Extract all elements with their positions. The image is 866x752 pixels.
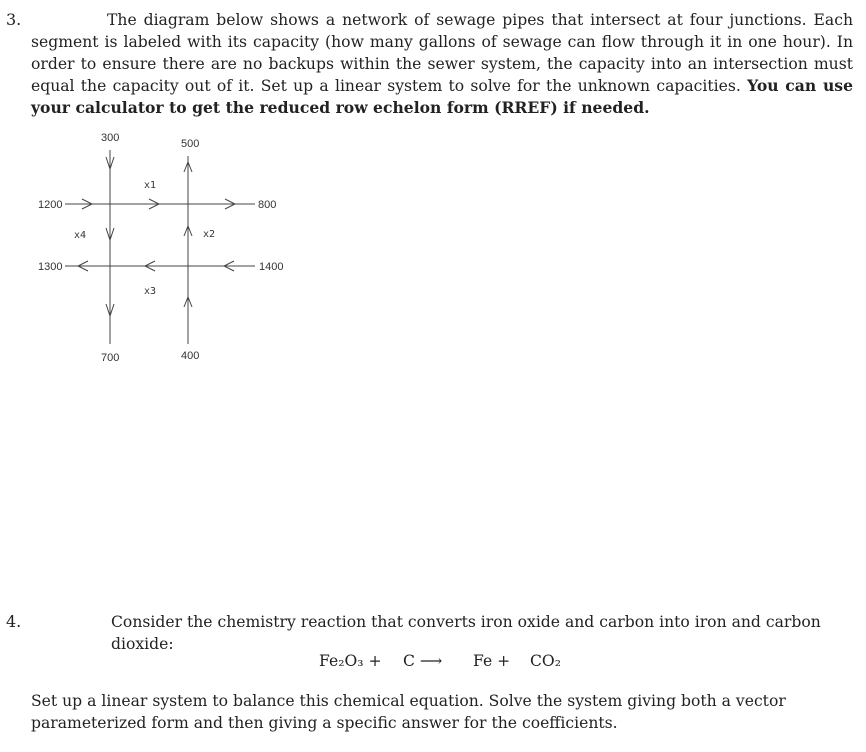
label-300: 300 bbox=[101, 132, 120, 144]
question-4-number: 4. bbox=[6, 612, 22, 631]
label-x1: x1 bbox=[144, 180, 157, 191]
question-3-bold-note: You can use your calculator to get the reduced row echelon form (RREF) if needed. bbox=[31, 76, 853, 117]
label-500: 500 bbox=[181, 138, 200, 150]
equation-product-1: Fe + bbox=[473, 652, 511, 670]
label-1200: 1200 bbox=[38, 199, 63, 211]
label-400: 400 bbox=[181, 350, 200, 362]
question-3-body: The diagram below shows a network of sewage pipes that intersect at four junctions. Each segment is labeled with its capacity (how many gallons of sewage can flow through it in one hour). In order to ensure there are no backups within the sewer system, the capacity into an intersection must equal the capacity out of it. Set up a linear system to solve for the unknown capacities. bbox=[31, 11, 853, 95]
equation-reactant-1: Fe₂O₃ + bbox=[319, 652, 382, 670]
equation-product-2: CO₂ bbox=[530, 652, 561, 670]
equation-reactant-2: C ⟶ bbox=[403, 652, 443, 670]
question-3-text bbox=[31, 9, 853, 119]
sewage-network-diagram bbox=[0, 120, 300, 370]
label-1300: 1300 bbox=[38, 261, 63, 273]
label-700: 700 bbox=[101, 352, 120, 364]
label-x3: x3 bbox=[144, 286, 157, 297]
question-4-intro: Consider the chemistry reaction that converts iron oxide and carbon into iron and carbon dioxide: bbox=[111, 613, 821, 653]
label-x4: x4 bbox=[74, 230, 87, 241]
label-800: 800 bbox=[258, 199, 277, 211]
question-3-number: 3. bbox=[6, 10, 22, 29]
label-1400: 1400 bbox=[259, 261, 284, 273]
label-x2: x2 bbox=[203, 229, 216, 240]
question-4-instructions: Set up a linear system to balance this chemical equation. Solve the system giving both a vector parameterized form and then giving a specific answer for the coefficients. bbox=[31, 692, 786, 732]
